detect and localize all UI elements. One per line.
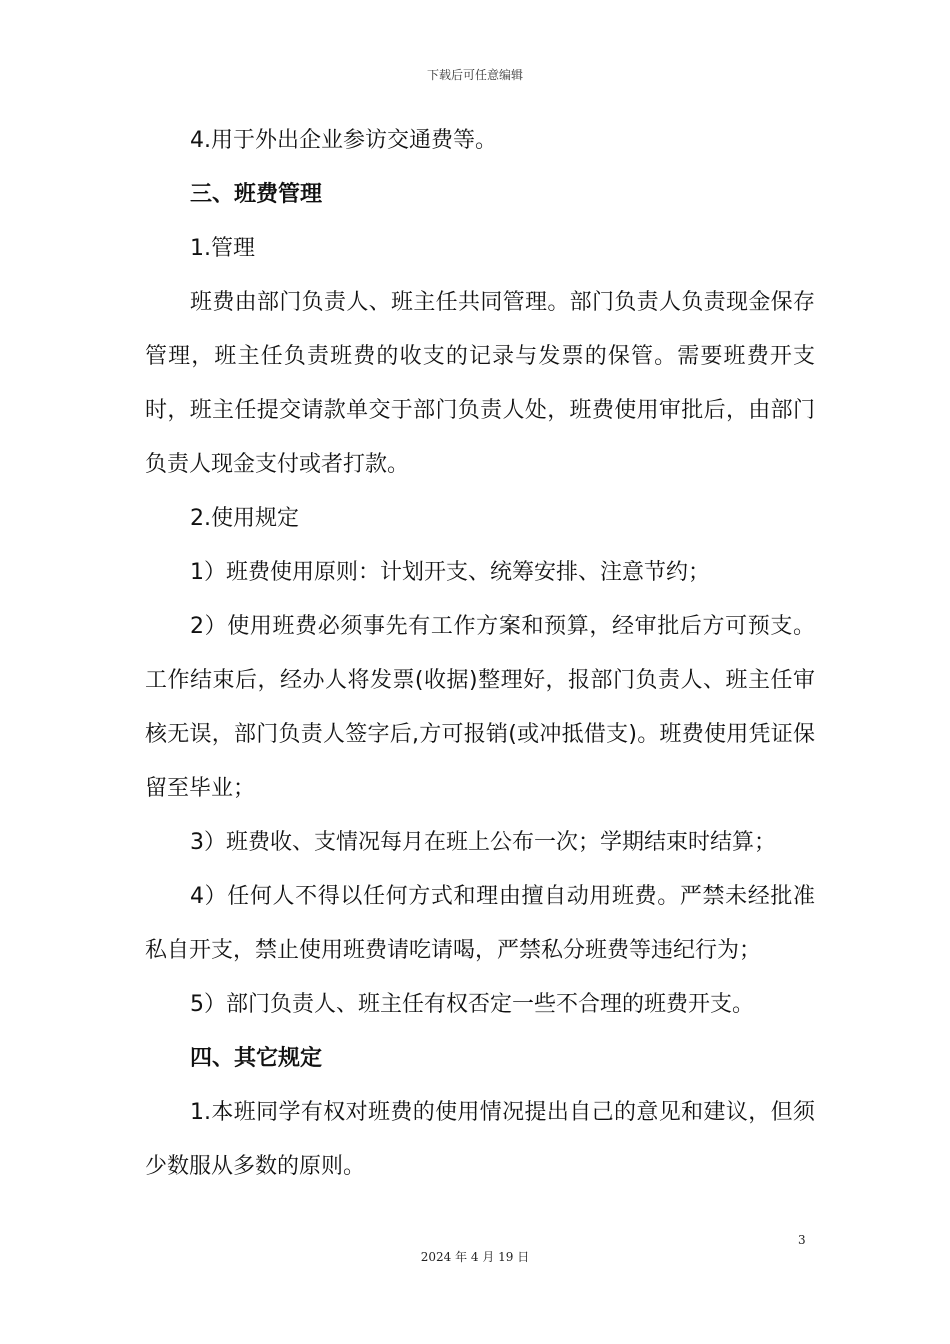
paragraph: 班费由部门负责人、班主任共同管理。部门负责人负责现金保存管理，班主任负责班费的收支的记录与发票的保管。需要班费开支时，班主任提交请款单交于部门负责人处，班费使用审批后，由部门负责人现金支付或者打款。 — [145, 290, 815, 477]
page-header: 下载后可任意编辑 — [426, 68, 523, 82]
rule-item: 2）使用班费必须事先有工作方案和预算，经审批后方可预支。工作结束后，经办人将发票(收据)整理好，报部门负责人、班主任审核无误，部门负责人签字后,方可报销(或冲抵借支)。班费使用凭证保留至毕业； — [145, 614, 815, 801]
subsection-heading: 1.管理 — [190, 236, 255, 261]
page-number: 3 — [798, 1233, 806, 1247]
rule-item: 1）班费使用原则：计划开支、统筹安排、注意节约； — [190, 560, 710, 585]
rule-item: 5）部门负责人、班主任有权否定一些不合理的班费开支。 — [190, 992, 754, 1017]
document-body — [145, 114, 815, 1194]
list-item: 4.用于外出企业参访交通费等。 — [190, 128, 497, 153]
section-heading: 四、其它规定 — [190, 1046, 323, 1071]
section-heading: 三、班费管理 — [190, 182, 323, 207]
paragraph: 1.本班同学有权对班费的使用情况提出自己的意见和建议，但须少数服从多数的原则。 — [145, 1100, 815, 1179]
subsection-heading: 2.使用规定 — [190, 506, 299, 531]
footer-date: 2024 年 4 月 19 日 — [420, 1250, 530, 1264]
rule-item: 4）任何人不得以任何方式和理由擅自动用班费。严禁未经批准私自开支，禁止使用班费请吃请喝，严禁私分班费等违纪行为； — [145, 884, 815, 963]
rule-item: 3）班费收、支情况每月在班上公布一次；学期结束时结算； — [190, 830, 776, 855]
